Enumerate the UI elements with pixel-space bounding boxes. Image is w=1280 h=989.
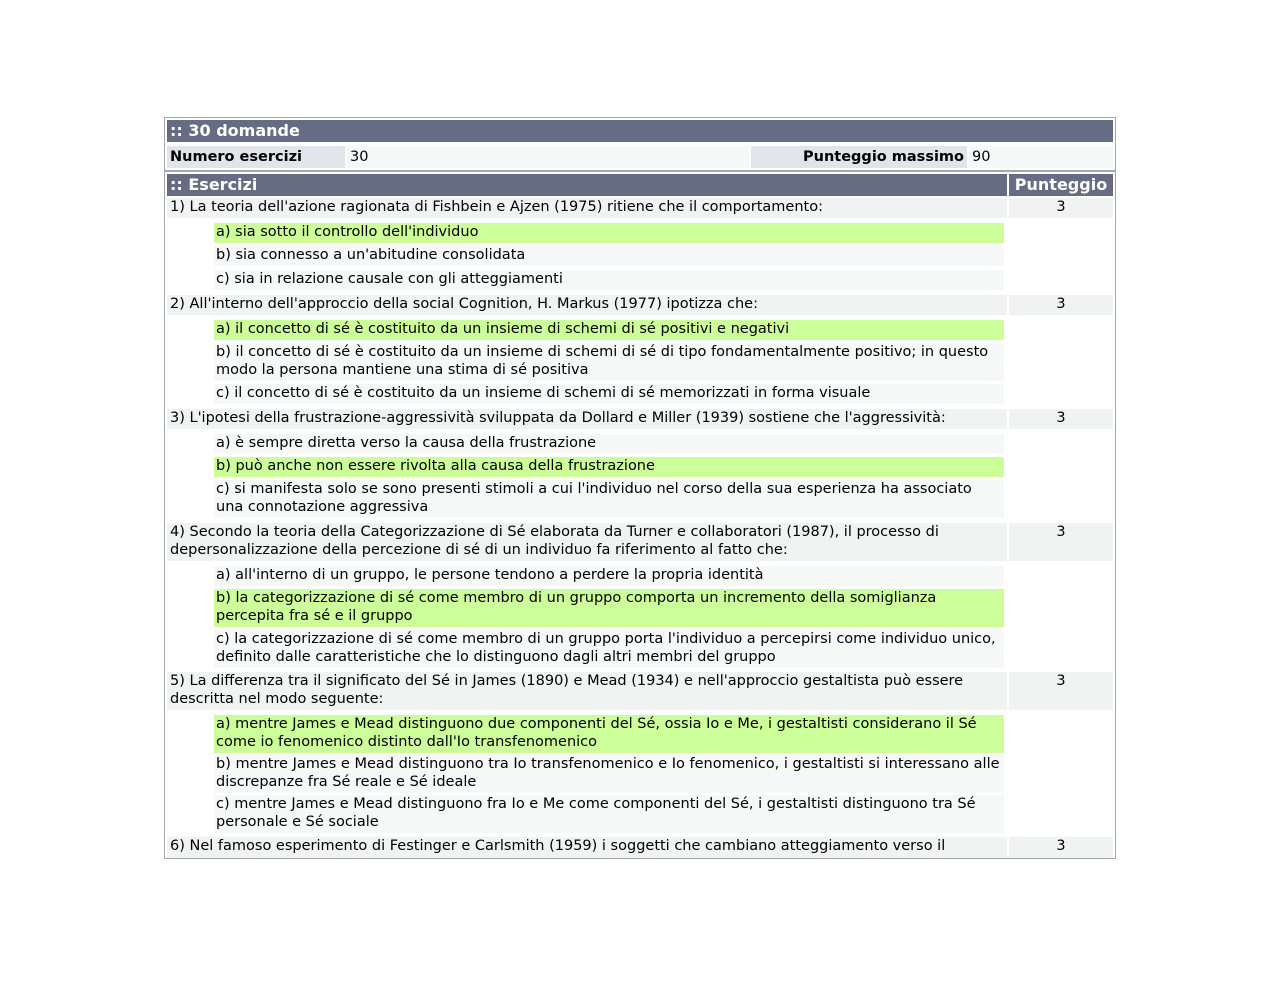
quiz-title: :: 30 domande xyxy=(170,121,300,140)
quiz-sheet xyxy=(164,117,1116,859)
question-text: 5) La differenza tra il significato del Sé in James (1890) e Mead (1934) e nell'approccio gestaltista può essere descritta nel modo seguente: xyxy=(167,672,1007,710)
question-text: 3) L'ipotesi della frustrazione-aggressività sviluppata da Dollard e Miller (1939) sostiene che l'aggressività: xyxy=(167,409,1007,429)
max-score-value: 90 xyxy=(969,146,1113,168)
num-exercises-value: 30 xyxy=(347,146,749,168)
exercises-title: :: Esercizi xyxy=(167,174,1007,196)
answer-option: b) la categorizzazione di sé come membro di un gruppo comporta un incremento della somiglianza percepita fra sé e il gruppo xyxy=(214,589,1004,627)
section-divider xyxy=(165,170,1115,172)
question-score: 3 xyxy=(1009,409,1113,429)
question-text: 6) Nel famoso esperimento di Festinger e Carlsmith (1959) i soggetti che cambiano atteggiamento verso il xyxy=(167,837,1007,859)
answer-option: c) sia in relazione causale con gli atteggiamenti xyxy=(214,270,1004,290)
question-score: 3 xyxy=(1009,198,1113,218)
max-score-label: Punteggio massimo xyxy=(751,146,967,168)
question-score: 3 xyxy=(1009,837,1113,859)
answer-option: b) il concetto di sé è costituito da un insieme di schemi di sé di tipo fondamentalmente positivo; in questo modo la persona mantiene una stima di sé positiva xyxy=(214,343,1004,381)
exercises-header xyxy=(167,174,1113,196)
answer-option: b) mentre James e Mead distinguono tra Io transfenomenico e Io fenomenico, i gestaltisti si interessano alle discrepanze fra Sé reale e Sé ideale xyxy=(214,755,1004,793)
answer-option: a) sia sotto il controllo dell'individuo xyxy=(214,223,1004,243)
answer-option: a) all'interno di un gruppo, le persone tendono a perdere la propria identità xyxy=(214,566,1004,586)
answer-option: c) la categorizzazione di sé come membro di un gruppo porta l'individuo a percepirsi come individuo unico, definito dalle caratteristiche che lo distinguono dagli altri membri del gruppo xyxy=(214,630,1004,668)
answer-option: c) si manifesta solo se sono presenti stimoli a cui l'individuo nel corso della sua esperienza ha associato una connotazione aggressiva xyxy=(214,480,1004,518)
answer-option: a) è sempre diretta verso la causa della frustrazione xyxy=(214,434,1004,454)
answer-option: c) il concetto di sé è costituito da un insieme di schemi di sé memorizzati in forma visuale xyxy=(214,384,1004,404)
question-score: 3 xyxy=(1009,523,1113,561)
quiz-title-bar xyxy=(167,120,1113,142)
info-row xyxy=(167,146,1113,168)
question-text: 2) All'interno dell'approccio della social Cognition, H. Markus (1977) ipotizza che: xyxy=(167,295,1007,315)
question-text: 4) Secondo la teoria della Categorizzazione di Sé elaborata da Turner e collaboratori (1987), il processo di depersonalizzazione della percezione di sé di un individuo fa riferimento al fatto che: xyxy=(167,523,1007,561)
answer-option: a) il concetto di sé è costituito da un insieme di schemi di sé positivi e negativi xyxy=(214,320,1004,340)
score-column-header: Punteggio xyxy=(1009,174,1113,196)
num-exercises-label: Numero esercizi xyxy=(167,146,345,168)
question-text: 1) La teoria dell'azione ragionata di Fishbein e Ajzen (1975) ritiene che il comportamento: xyxy=(167,198,1007,218)
answer-option: b) può anche non essere rivolta alla causa della frustrazione xyxy=(214,457,1004,477)
question-score: 3 xyxy=(1009,295,1113,315)
answer-option: b) sia connesso a un'abitudine consolidata xyxy=(214,246,1004,266)
question-score: 3 xyxy=(1009,672,1113,710)
answer-option: c) mentre James e Mead distinguono fra Io e Me come componenti del Sé, i gestaltisti distinguono tra Sé personale e Sé sociale xyxy=(214,795,1004,833)
answer-option: a) mentre James e Mead distinguono due componenti del Sé, ossia Io e Me, i gestaltisti considerano il Sé come io fenomenico distinto dall'Io transfenomenico xyxy=(214,715,1004,753)
